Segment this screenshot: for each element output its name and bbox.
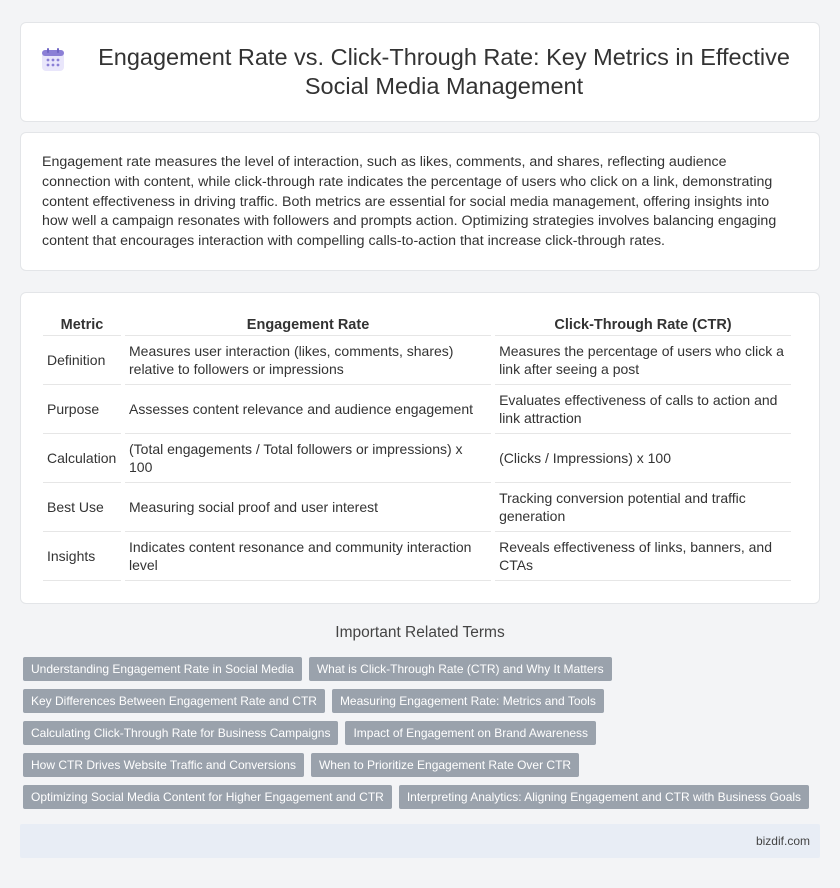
comparison-card xyxy=(20,292,820,604)
related-term-link[interactable]: How CTR Drives Website Traffic and Conversions xyxy=(23,753,304,777)
footer-site-link[interactable]: bizdif.com xyxy=(755,834,810,848)
ctr-cell: Tracking conversion potential and traffic generation xyxy=(495,483,791,532)
related-term-link[interactable]: When to Prioritize Engagement Rate Over CTR xyxy=(311,753,579,777)
metric-label: Insights xyxy=(43,532,121,581)
page-title: Engagement Rate vs. Click-Through Rate: Key Metrics in Effective Social Media Management xyxy=(98,44,790,99)
intro-paragraph: Engagement rate measures the level of interaction, such as likes, comments, and shares, reflecting audience connection with content, while click-through rate indicates the percentage of users who click on a link, demonstrating content effectiveness in driving traffic. Both metrics are essential for social media management, offering insights into how well a campaign resonates with followers and prompts action. Optimizing strategies involves balancing engaging content that encourages interaction with compelling calls-to-action that increase click-through rates. xyxy=(42,154,777,250)
engagement-cell: Indicates content resonance and community interaction level xyxy=(125,532,491,581)
header-engagement-rate: Engagement Rate xyxy=(125,314,491,336)
ctr-cell: Evaluates effectiveness of calls to action and link attraction xyxy=(495,385,791,434)
ctr-cell: Reveals effectiveness of links, banners, and CTAs xyxy=(495,532,791,581)
title-card xyxy=(20,22,820,122)
metric-label: Purpose xyxy=(43,385,121,434)
ctr-cell: Measures the percentage of users who click a link after seeing a post xyxy=(495,336,791,385)
metric-label: Best Use xyxy=(43,483,121,532)
table-row xyxy=(43,385,791,434)
related-term-link[interactable]: Understanding Engagement Rate in Social Media xyxy=(23,657,302,681)
related-term-link[interactable]: What is Click-Through Rate (CTR) and Why It Matters xyxy=(309,657,612,681)
table-header-row xyxy=(43,314,791,336)
engagement-cell: Measures user interaction (likes, comments, shares) relative to followers or impressions xyxy=(125,336,491,385)
table-row xyxy=(43,483,791,532)
ctr-cell: (Clicks / Impressions) x 100 xyxy=(495,434,791,483)
table-row xyxy=(43,434,791,483)
footer xyxy=(20,824,820,858)
related-term-link[interactable]: Impact of Engagement on Brand Awareness xyxy=(345,721,596,745)
metric-label: Definition xyxy=(43,336,121,385)
intro-card xyxy=(20,132,820,271)
table-row xyxy=(43,336,791,385)
related-terms-heading: Important Related Terms xyxy=(335,624,505,641)
header-ctr: Click-Through Rate (CTR) xyxy=(495,314,791,336)
related-term-link[interactable]: Calculating Click-Through Rate for Business Campaigns xyxy=(23,721,338,745)
related-term-link[interactable]: Interpreting Analytics: Aligning Engagement and CTR with Business Goals xyxy=(399,785,809,809)
engagement-cell: (Total engagements / Total followers or impressions) x 100 xyxy=(125,434,491,483)
engagement-cell: Assesses content relevance and audience engagement xyxy=(125,385,491,434)
related-term-link[interactable]: Key Differences Between Engagement Rate and CTR xyxy=(23,689,325,713)
engagement-cell: Measuring social proof and user interest xyxy=(125,483,491,532)
metric-label: Calculation xyxy=(43,434,121,483)
related-term-link[interactable]: Optimizing Social Media Content for Higher Engagement and CTR xyxy=(23,785,392,809)
calendar-icon xyxy=(40,47,66,73)
table-row xyxy=(43,532,791,581)
comparison-table xyxy=(39,314,795,581)
related-terms-list xyxy=(23,657,813,809)
header-metric: Metric xyxy=(43,314,121,336)
related-term-link[interactable]: Measuring Engagement Rate: Metrics and Tools xyxy=(332,689,604,713)
